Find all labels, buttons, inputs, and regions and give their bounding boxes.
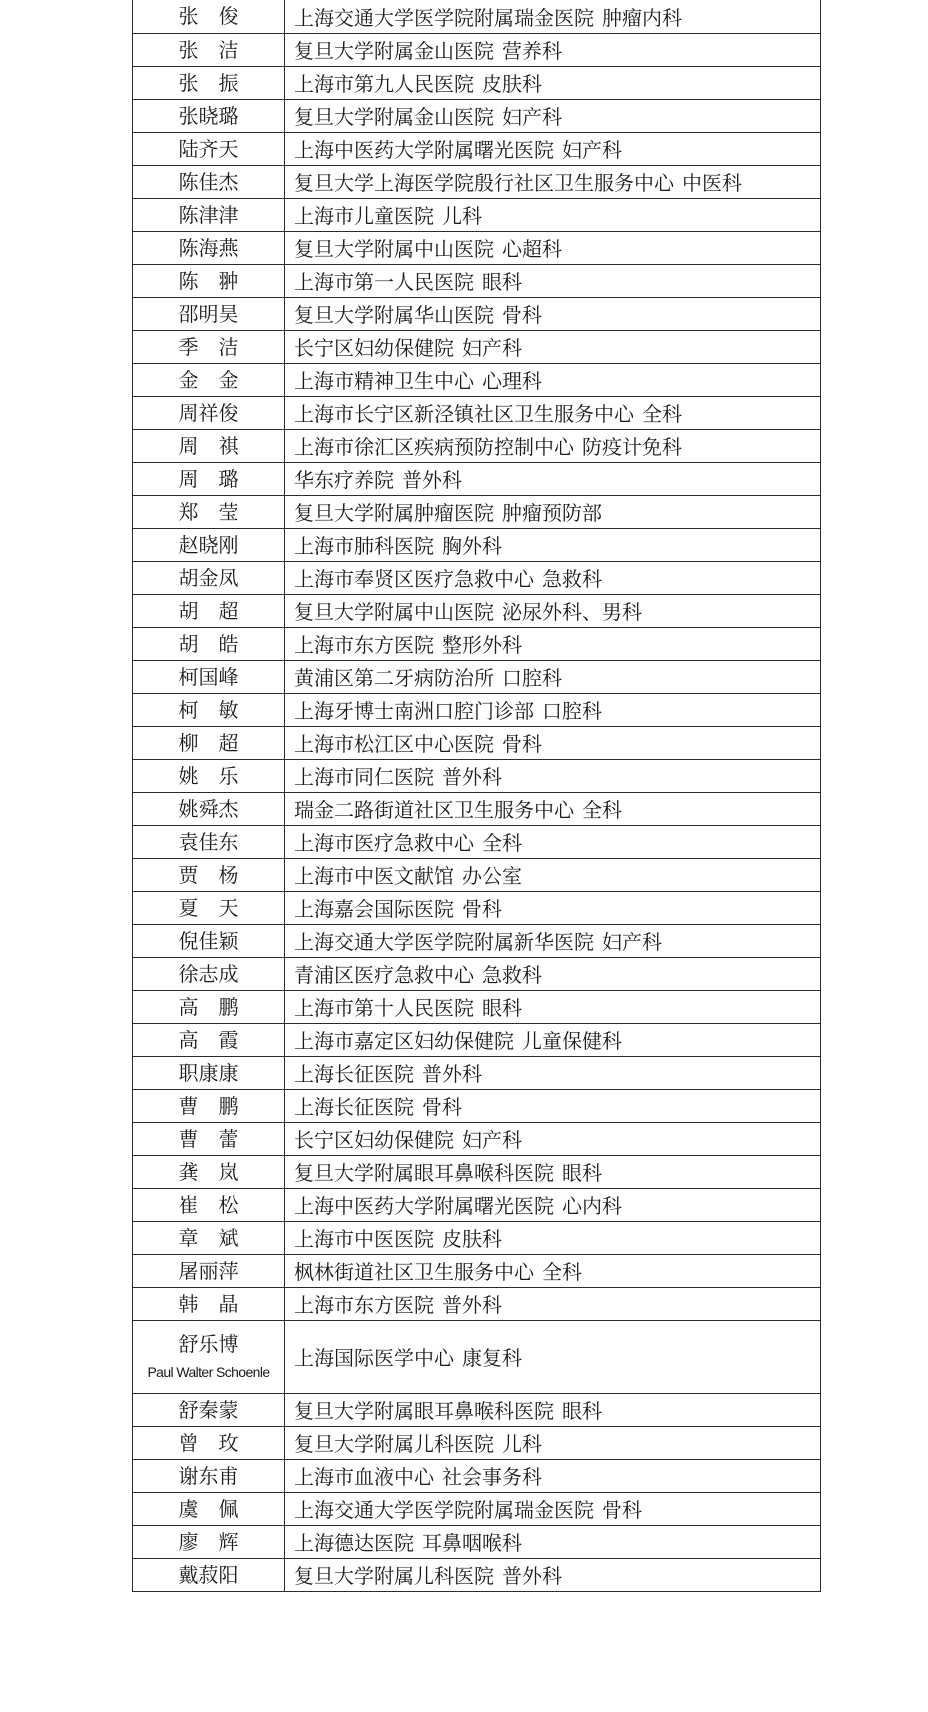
name-cell	[133, 0, 285, 33]
affiliation-cell	[285, 1393, 821, 1426]
affiliation-cell	[285, 594, 821, 627]
table-row	[133, 726, 821, 759]
affiliation-cell	[285, 561, 821, 594]
table-row	[133, 1525, 821, 1558]
person-name: 张 俊	[178, 4, 239, 29]
department-name: 急救科	[482, 963, 542, 987]
name-cell	[133, 792, 285, 825]
name-cell	[133, 990, 285, 1023]
affiliation-cell	[285, 0, 821, 33]
organization-name: 瑞金二路街道社区卫生服务中心	[294, 798, 574, 822]
affiliation-cell	[285, 231, 821, 264]
name-cell	[133, 528, 285, 561]
name-cell	[133, 726, 285, 759]
organization-name: 上海嘉会国际医院	[294, 897, 454, 921]
department-name: 心超科	[502, 237, 562, 261]
department-name: 心内科	[562, 1194, 622, 1218]
person-name: 郑 莹	[178, 499, 239, 524]
name-cell	[133, 825, 285, 858]
affiliation-cell	[285, 165, 821, 198]
affiliation-cell	[285, 33, 821, 66]
department-name: 儿童保健科	[522, 1029, 622, 1053]
organization-name: 上海市嘉定区妇幼保健院	[294, 1029, 514, 1053]
name-cell	[133, 594, 285, 627]
table-row	[133, 660, 821, 693]
name-cell	[133, 957, 285, 990]
person-name: 徐志成	[178, 961, 239, 986]
person-name: 周 祺	[178, 433, 239, 458]
name-cell	[133, 891, 285, 924]
affiliation-cell	[285, 1492, 821, 1525]
person-name: 柳 超	[178, 730, 239, 755]
department-name: 皮肤科	[442, 1227, 502, 1251]
department-name: 肿瘤预防部	[502, 501, 602, 525]
affiliation-cell	[285, 495, 821, 528]
affiliation-cell	[285, 1254, 821, 1287]
person-name: 姚舜杰	[178, 796, 239, 821]
table-row	[133, 198, 821, 231]
person-name: 高 鹏	[178, 994, 239, 1019]
person-name: 职康康	[178, 1060, 239, 1085]
department-name: 骨科	[502, 303, 542, 327]
department-name: 全科	[542, 1260, 582, 1284]
department-name: 普外科	[502, 1564, 562, 1588]
affiliation-cell	[285, 363, 821, 396]
person-name: 谢东甫	[178, 1463, 239, 1488]
department-name: 皮肤科	[482, 72, 542, 96]
table-row	[133, 693, 821, 726]
person-name: 姚 乐	[178, 763, 239, 788]
organization-name: 上海中医药大学附属曙光医院	[294, 138, 554, 162]
organization-name: 上海市儿童医院	[294, 204, 434, 228]
person-name: 倪佳颖	[178, 928, 239, 953]
name-cell	[133, 627, 285, 660]
organization-name: 上海市长宁区新泾镇社区卫生服务中心	[294, 402, 634, 426]
organization-name: 上海市奉贤区医疗急救中心	[294, 567, 534, 591]
name-cell	[133, 231, 285, 264]
affiliation-cell	[285, 990, 821, 1023]
organization-name: 上海市中医医院	[294, 1227, 434, 1251]
table-row	[133, 1254, 821, 1287]
organization-name: 上海交通大学医学院附属新华医院	[294, 930, 594, 954]
department-name: 妇产科	[462, 1128, 522, 1152]
affiliation-cell	[285, 1188, 821, 1221]
organization-name: 上海市松江区中心医院	[294, 732, 494, 756]
organization-name: 上海牙博士南洲口腔门诊部	[294, 699, 534, 723]
table-row	[133, 1122, 821, 1155]
affiliation-cell	[285, 1320, 821, 1393]
affiliation-cell	[285, 198, 821, 231]
table-row	[133, 1089, 821, 1122]
department-name: 妇产科	[562, 138, 622, 162]
table-row	[133, 0, 821, 33]
department-name: 骨科	[502, 732, 542, 756]
affiliation-cell	[285, 726, 821, 759]
organization-name: 上海市肺科医院	[294, 534, 434, 558]
department-name: 口腔科	[542, 699, 602, 723]
name-cell	[133, 924, 285, 957]
organization-name: 青浦区医疗急救中心	[294, 963, 474, 987]
person-name: 贾 杨	[178, 862, 239, 887]
department-name: 眼科	[482, 270, 522, 294]
name-cell	[133, 1525, 285, 1558]
organization-name: 长宁区妇幼保健院	[294, 1128, 454, 1152]
table-row	[133, 1221, 821, 1254]
department-name: 妇产科	[462, 336, 522, 360]
person-name: 屠丽萍	[178, 1258, 239, 1283]
table-row	[133, 132, 821, 165]
table-row	[133, 891, 821, 924]
organization-name: 上海市第一人民医院	[294, 270, 474, 294]
affiliation-cell	[285, 1155, 821, 1188]
name-cell	[133, 1188, 285, 1221]
name-cell	[133, 330, 285, 363]
organization-name: 上海市同仁医院	[294, 765, 434, 789]
table-row	[133, 495, 821, 528]
name-cell	[133, 660, 285, 693]
organization-name: 上海市东方医院	[294, 633, 434, 657]
affiliation-cell	[285, 891, 821, 924]
person-name: 舒秦蒙	[178, 1397, 239, 1422]
organization-name: 复旦大学上海医学院殷行社区卫生服务中心	[294, 171, 674, 195]
organization-name: 复旦大学附属肿瘤医院	[294, 501, 494, 525]
affiliation-cell	[285, 792, 821, 825]
department-name: 骨科	[602, 1498, 642, 1522]
name-cell	[133, 1221, 285, 1254]
affiliation-cell	[285, 132, 821, 165]
table-row	[133, 990, 821, 1023]
affiliation-cell	[285, 627, 821, 660]
department-name: 骨科	[462, 897, 502, 921]
name-cell	[133, 396, 285, 429]
organization-name: 上海交通大学医学院附属瑞金医院	[294, 5, 594, 30]
name-cell	[133, 858, 285, 891]
person-name-english: Paul Walter Schoenle	[147, 1363, 270, 1380]
organization-name: 上海中医药大学附属曙光医院	[294, 1194, 554, 1218]
table-row	[133, 561, 821, 594]
organization-name: 黄浦区第二牙病防治所	[294, 666, 494, 690]
table-row	[133, 759, 821, 792]
name-cell	[133, 462, 285, 495]
department-name: 社会事务科	[442, 1465, 542, 1489]
person-name: 季 洁	[178, 334, 239, 359]
name-cell	[133, 693, 285, 726]
table-row	[133, 429, 821, 462]
organization-name: 复旦大学附属中山医院	[294, 600, 494, 624]
organization-name: 上海国际医学中心	[294, 1346, 454, 1370]
organization-name: 上海长征医院	[294, 1062, 414, 1086]
affiliation-cell	[285, 1525, 821, 1558]
table-row	[133, 1320, 821, 1393]
name-cell	[133, 429, 285, 462]
department-name: 口腔科	[502, 666, 562, 690]
name-cell	[133, 1023, 285, 1056]
affiliation-cell	[285, 660, 821, 693]
department-name: 普外科	[402, 468, 462, 492]
person-name: 周祥俊	[178, 400, 239, 425]
affiliation-cell	[285, 759, 821, 792]
department-name: 全科	[582, 798, 622, 822]
person-name: 邵明昊	[178, 301, 239, 326]
department-name: 康复科	[462, 1346, 522, 1370]
organization-name: 上海市精神卫生中心	[294, 369, 474, 393]
organization-name: 上海交通大学医学院附属瑞金医院	[294, 1498, 594, 1522]
person-name: 陈佳杰	[178, 169, 239, 194]
affiliation-cell	[285, 264, 821, 297]
affiliation-cell	[285, 1459, 821, 1492]
department-name: 胸外科	[442, 534, 502, 558]
person-name: 夏 天	[178, 895, 239, 920]
person-name: 虞 佩	[178, 1496, 239, 1521]
table-row	[133, 297, 821, 330]
name-cell	[133, 165, 285, 198]
affiliation-cell	[285, 396, 821, 429]
person-name: 舒乐博	[178, 1331, 239, 1356]
table-row	[133, 363, 821, 396]
table-row	[133, 792, 821, 825]
person-name: 张 振	[178, 70, 239, 95]
table-row	[133, 627, 821, 660]
department-name: 全科	[482, 831, 522, 855]
person-name: 赵晓刚	[178, 532, 239, 557]
department-name: 急救科	[542, 567, 602, 591]
name-cell	[133, 1558, 285, 1591]
table-row	[133, 66, 821, 99]
table-row	[133, 1426, 821, 1459]
person-name: 曾 玫	[178, 1430, 239, 1455]
department-name: 骨科	[422, 1095, 462, 1119]
name-cell	[133, 561, 285, 594]
table-row	[133, 231, 821, 264]
affiliation-cell	[285, 1089, 821, 1122]
table-row	[133, 1393, 821, 1426]
table-row	[133, 330, 821, 363]
table-row	[133, 33, 821, 66]
department-name: 妇产科	[502, 105, 562, 129]
table-row	[133, 1155, 821, 1188]
name-cell	[133, 1056, 285, 1089]
department-name: 中医科	[682, 171, 742, 195]
name-cell	[133, 264, 285, 297]
organization-name: 复旦大学附属儿科医院	[294, 1432, 494, 1456]
affiliation-cell	[285, 1056, 821, 1089]
affiliation-cell	[285, 429, 821, 462]
person-name: 曹 蕾	[178, 1126, 239, 1151]
table-row	[133, 858, 821, 891]
department-name: 儿科	[442, 204, 482, 228]
affiliation-cell	[285, 330, 821, 363]
person-name: 韩 晶	[178, 1291, 239, 1316]
table-row	[133, 264, 821, 297]
table-row	[133, 924, 821, 957]
person-name: 胡 超	[178, 598, 239, 623]
person-name: 张 洁	[178, 37, 239, 62]
table-row	[133, 528, 821, 561]
table-row	[133, 1492, 821, 1525]
name-cell	[133, 1426, 285, 1459]
name-cell	[133, 198, 285, 231]
organization-name: 上海市东方医院	[294, 1293, 434, 1317]
person-name: 曹 鹏	[178, 1093, 239, 1118]
organization-name: 长宁区妇幼保健院	[294, 336, 454, 360]
department-name: 儿科	[502, 1432, 542, 1456]
person-name: 张晓璐	[178, 103, 239, 128]
affiliation-cell	[285, 693, 821, 726]
person-name: 章 斌	[178, 1225, 239, 1250]
person-name: 陈海燕	[178, 235, 239, 260]
name-cell	[133, 33, 285, 66]
organization-name: 上海市徐汇区疾病预防控制中心	[294, 435, 574, 459]
organization-name: 上海市第九人民医院	[294, 72, 474, 96]
person-name: 柯 敏	[178, 697, 239, 722]
affiliation-cell	[285, 1287, 821, 1320]
department-name: 防疫计免科	[582, 435, 682, 459]
organization-name: 上海市中医文献馆	[294, 864, 454, 888]
department-name: 普外科	[442, 765, 502, 789]
person-name: 陈 翀	[178, 268, 239, 293]
name-cell	[133, 297, 285, 330]
department-name: 办公室	[462, 864, 522, 888]
name-cell	[133, 1155, 285, 1188]
affiliation-cell	[285, 1221, 821, 1254]
name-cell	[133, 1089, 285, 1122]
table-row	[133, 1287, 821, 1320]
person-name: 金 金	[178, 367, 239, 392]
affiliation-cell	[285, 1122, 821, 1155]
affiliation-cell	[285, 297, 821, 330]
person-name: 高 霞	[178, 1027, 239, 1052]
organization-name: 复旦大学附属中山医院	[294, 237, 494, 261]
affiliation-cell	[285, 858, 821, 891]
table-row	[133, 1459, 821, 1492]
table-row	[133, 1023, 821, 1056]
person-name: 胡 皓	[178, 631, 239, 656]
person-name: 袁佳东	[178, 829, 239, 854]
affiliation-cell	[285, 1426, 821, 1459]
affiliation-cell	[285, 924, 821, 957]
person-name: 柯国峰	[178, 664, 239, 689]
organization-name: 上海德达医院	[294, 1531, 414, 1555]
department-name: 耳鼻咽喉科	[422, 1531, 522, 1555]
department-name: 整形外科	[442, 633, 522, 657]
affiliation-cell	[285, 528, 821, 561]
person-name: 戴菽阳	[178, 1562, 239, 1587]
affiliation-cell	[285, 1558, 821, 1591]
name-cell	[133, 1122, 285, 1155]
department-name: 普外科	[442, 1293, 502, 1317]
person-name: 陆齐天	[178, 136, 239, 161]
name-cell	[133, 1459, 285, 1492]
organization-name: 上海市血液中心	[294, 1465, 434, 1489]
organization-name: 复旦大学附属眼耳鼻喉科医院	[294, 1399, 554, 1423]
table-row	[133, 825, 821, 858]
roster-table	[132, 0, 821, 1592]
roster-table-body	[133, 0, 821, 1591]
name-cell	[133, 1287, 285, 1320]
organization-name: 上海市医疗急救中心	[294, 831, 474, 855]
organization-name: 复旦大学附属华山医院	[294, 303, 494, 327]
table-row	[133, 1188, 821, 1221]
table-row	[133, 1056, 821, 1089]
table-row	[133, 462, 821, 495]
affiliation-cell	[285, 99, 821, 132]
person-name: 龚 岚	[178, 1159, 239, 1184]
affiliation-cell	[285, 957, 821, 990]
organization-name: 复旦大学附属金山医院	[294, 39, 494, 63]
organization-name: 复旦大学附属儿科医院	[294, 1564, 494, 1588]
affiliation-cell	[285, 66, 821, 99]
organization-name: 枫林街道社区卫生服务中心	[294, 1260, 534, 1284]
name-cell	[133, 99, 285, 132]
table-row	[133, 594, 821, 627]
name-cell	[133, 363, 285, 396]
table-row	[133, 165, 821, 198]
department-name: 肿瘤内科	[602, 5, 682, 30]
affiliation-cell	[285, 1023, 821, 1056]
name-cell	[133, 1393, 285, 1426]
department-name: 眼科	[562, 1399, 602, 1423]
table-row	[133, 396, 821, 429]
table-row	[133, 99, 821, 132]
person-name: 陈津津	[178, 202, 239, 227]
department-name: 泌尿外科、男科	[502, 600, 642, 624]
name-cell	[133, 1320, 285, 1393]
name-cell	[133, 495, 285, 528]
name-cell	[133, 759, 285, 792]
name-cell	[133, 1254, 285, 1287]
department-name: 眼科	[562, 1161, 602, 1185]
affiliation-cell	[285, 825, 821, 858]
department-name: 妇产科	[602, 930, 662, 954]
organization-name: 华东疗养院	[294, 468, 394, 492]
department-name: 营养科	[502, 39, 562, 63]
department-name: 全科	[642, 402, 682, 426]
table-row	[133, 957, 821, 990]
name-cell	[133, 132, 285, 165]
name-cell	[133, 66, 285, 99]
organization-name: 上海长征医院	[294, 1095, 414, 1119]
table-row	[133, 1558, 821, 1591]
department-name: 眼科	[482, 996, 522, 1020]
person-name: 廖 辉	[178, 1529, 239, 1554]
organization-name: 复旦大学附属金山医院	[294, 105, 494, 129]
name-cell	[133, 1492, 285, 1525]
person-name: 胡金凤	[178, 565, 239, 590]
person-name: 周 璐	[178, 466, 239, 491]
department-name: 普外科	[422, 1062, 482, 1086]
department-name: 心理科	[482, 369, 542, 393]
affiliation-cell	[285, 462, 821, 495]
person-name: 崔 松	[178, 1192, 239, 1217]
organization-name: 上海市第十人民医院	[294, 996, 474, 1020]
organization-name: 复旦大学附属眼耳鼻喉科医院	[294, 1161, 554, 1185]
